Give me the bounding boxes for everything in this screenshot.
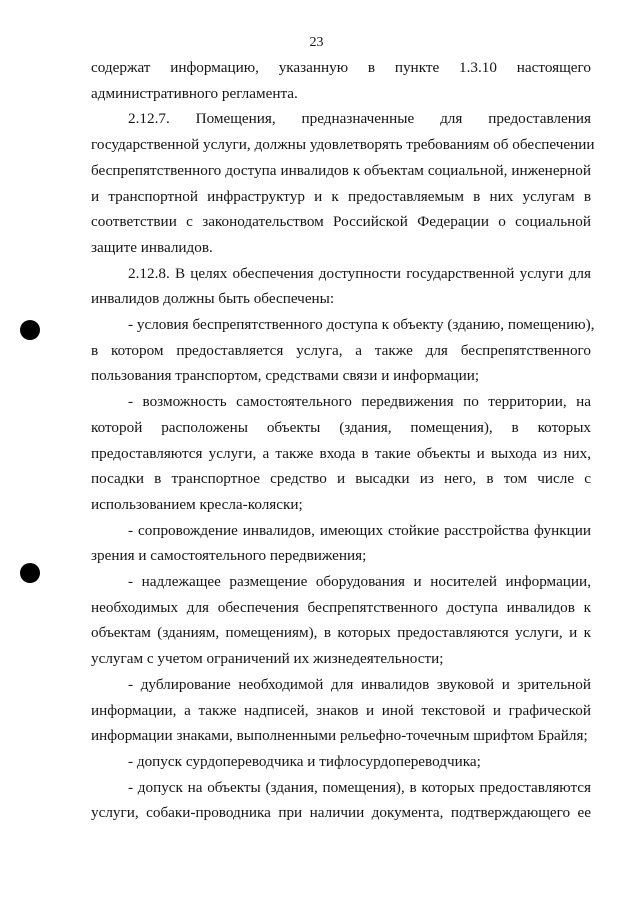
text-line: защите инвалидов. — [91, 238, 213, 256]
text-line: - допуск на объекты (здания, помещения), в которых предоставляются — [128, 778, 591, 796]
text-line: - возможность самостоятельного передвижения по территории, на — [128, 393, 591, 411]
text-line: беспрепятственного доступа инвалидов к объектам социальной, инженерной — [91, 161, 591, 179]
text-line: - надлежащее размещение оборудования и носителей информации, — [128, 573, 591, 591]
text-line: объектам (зданиям, помещениям), в которых предоставляются услуги, и к — [91, 624, 591, 642]
text-line: соответствии с законодательством Российской Федерации о социальной — [91, 213, 591, 231]
list-item — [91, 775, 591, 826]
list-item — [91, 569, 591, 672]
text-line: необходимых для обеспечения беспрепятственного доступа инвалидов к — [91, 598, 591, 616]
paragraph — [91, 55, 591, 106]
text-line: в котором предоставляется услуга, а также для беспрепятственного — [91, 341, 591, 359]
paragraph — [91, 261, 591, 312]
list-item — [91, 312, 595, 389]
text-line: пользования транспортом, средствами связи и информации; — [91, 367, 480, 385]
text-line: услугам с учетом ограничений их жизнедеятельности; — [91, 650, 444, 668]
body-text — [91, 55, 595, 826]
text-line: информации, а также надписей, знаков и иной текстовой и графической — [91, 701, 591, 719]
punch-hole — [20, 320, 40, 340]
text-line: 2.12.7. Помещения, предназначенные для предоставления — [128, 110, 591, 128]
paragraph — [91, 106, 595, 260]
list-item — [91, 389, 591, 518]
text-line: посадки в транспортное средство и высадки из него, в том числе с — [91, 470, 591, 488]
text-line: содержат информацию, указанную в пункте 1.3.10 настоящего — [91, 59, 591, 76]
text-line: услуги, собаки-проводника при наличии документа, подтверждающего ее — [91, 804, 591, 822]
text-line: предоставляются услуги, а также входа в такие объекты и выхода из них, — [91, 444, 591, 462]
text-line: - условия беспрепятственного доступа к объекту (зданию, помещению), — [128, 316, 595, 334]
text-line: зрения и самостоятельного передвижения; — [91, 547, 367, 565]
text-line: информации знаками, выполненными рельефно-точечным шрифтом Брайля; — [91, 727, 588, 745]
text-line: - сопровождение инвалидов, имеющих стойкие расстройства функции — [128, 521, 591, 539]
list-item — [91, 672, 591, 749]
list-item — [91, 518, 591, 569]
text-line: и транспортной инфраструктур и к предоставляемым в них услугам в — [91, 187, 591, 205]
text-line: - дублирование необходимой для инвалидов звуковой и зрительной — [128, 675, 591, 693]
text-line: использованием кресла-коляски; — [91, 495, 303, 513]
text-line: которой расположены объекты (здания, помещения), в которых — [91, 418, 591, 436]
punch-hole — [20, 563, 40, 583]
text-line: инвалидов должны быть обеспечены: — [91, 290, 335, 308]
text-line: 2.12.8. В целях обеспечения доступности государственной услуги для — [128, 264, 591, 282]
list-item — [91, 749, 591, 775]
text-line: государственной услуги, должны удовлетворять требованиям об обеспечении — [91, 136, 595, 154]
text-line: - допуск сурдопереводчика и тифлосурдопереводчика; — [128, 752, 481, 770]
text-line: административного регламента. — [91, 84, 298, 102]
page-number: 23 — [309, 35, 324, 50]
